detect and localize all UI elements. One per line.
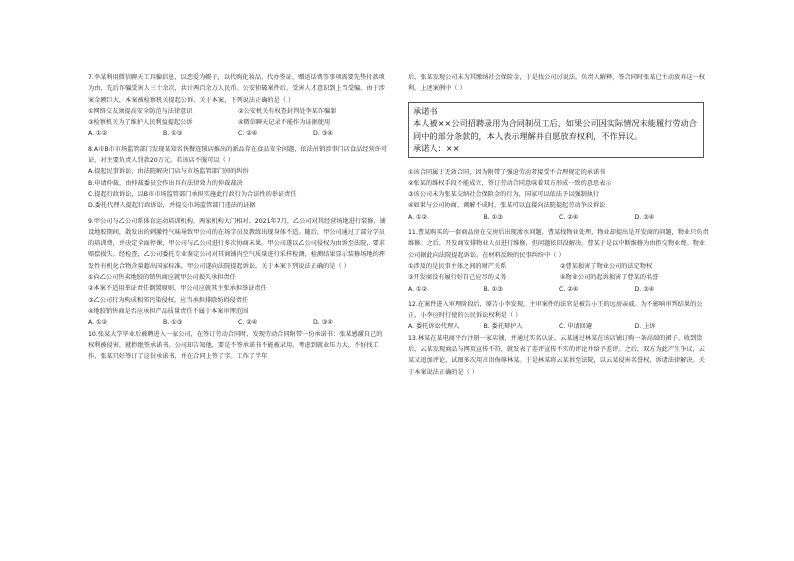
commitment-letter-title: 承诺书: [413, 105, 438, 116]
q7-item-1: ①网络交友须提高安全防范与法律意识: [88, 107, 193, 115]
q8-option-d[interactable]: D.委托代理人提起行政诉讼，并提交市场监管部门违法的证据: [88, 202, 256, 210]
q10-option-a[interactable]: A. ①②: [408, 213, 428, 221]
q7-item-2: ②公安机关有权查封判处李某诈骗罪: [238, 107, 337, 115]
q12-option-d[interactable]: D. 上诉: [634, 323, 656, 331]
q7-item-3: ③检察机关为了维护人民利益提起公诉: [88, 119, 193, 127]
q12-stem: 12.在案件进入审理阶段后，原告小李发现，主审案件的法官是被告小王的远房亲戚。为不影响审判结果的公正，小李应时行使的公民诉讼权利是（ ）: [408, 300, 703, 320]
q9-option-c[interactable]: C. ②④: [238, 319, 258, 327]
q11-stem: 11.曹某购买的一套商品房在交房后出现渗水问题，曹某找物业处理，物业却提出是开发商的问题，物业只负责维修。之后，开发商安排物业人员进行维修，但问题依旧没解决。曹某于是以中断维修为由拒交物业费。物业公司据此向法院提起诉讼。在材料反映的民事纠纷中（ ）: [408, 229, 709, 259]
q8-option-c[interactable]: C.提起行政诉讼，以B市市场监管部门承担实施此行政行为合法性的举证责任: [88, 190, 297, 198]
q11-option-a[interactable]: A. ①②: [408, 285, 428, 293]
q9-item-4: ④地胶销售商是否应承担产品质量责任不属于本案审理范围: [88, 307, 249, 315]
q8-stem: 8.A市B市市场监管部门发现某知名快餐连锁店推出的新品存在食品安全问题，依法吊销涉事门店食品经营许可证，对主要负责人罚款20万元。若该店不服可以（ ）: [88, 145, 388, 165]
q10-option-b[interactable]: B. ①③: [483, 213, 503, 221]
q10-stem: 10.张某大学毕业后被聘进入一家公司，在签订劳动合同时，发现劳动合同附带一份承诺书：张某感激自己的权利被侵害，就拒绝签承诺书。公司却告知他，要是不签承诺书不能被录用。考虑到就业压力大，不好找工作，张某只好签订了这份承诺书，并在合同上签了字。工作了半年: [88, 330, 383, 361]
commitment-letter-box: [408, 102, 704, 158]
q10-item-3: ③该公司未为张某交纳社会保险金的行为，国家可以依法予以强制执行: [408, 191, 600, 199]
q9-stem: 9.甲公司与乙公司系体育运动培训机构，两家机构大门相对。2021年7月，乙公司对其经营场地进行装修，铺设地胶期间，散发出的刺激性气味导致甲公司的在场学员及教练出现身体不适。随后，甲公司通过了部分学员的培训费，并决定全面停课，甲公司与乙公司进行多次协商未果。甲公司遂以乙公司侵权为由诉至法院，要求赔偿损失。经检查，乙公司委托专业鉴定公司对其商铺内空气质量进行采样检测，检测结果显示装修场地的挥发性有机化合物含量超出国家标准。甲公司遂向法院提起诉讼。关于本案下列说法正确的是（ ）: [88, 217, 386, 270]
q10-item-4: ④如果与公司协商、调解不成时，张某可以直接向法院提起劳动争议诉讼: [408, 202, 606, 210]
q7-stem: 7.李某利用微信聊天工具骗信息，以恋爱为幌子，以代购化妆品、代办签证、赠送话费等事项需要先垫付款项为由，先后诈骗受害人三十余次，共计两百余万人民币。公安侦破案件后，受害人才意识到上当受骗。由于涉案金额巨大，本案被检察机关提起公诉。关于本案，下列说法正确的是（ ）: [88, 74, 385, 104]
q11-option-d[interactable]: D. ③④: [634, 285, 655, 293]
q9-option-b[interactable]: B. ①③: [163, 319, 183, 327]
q12-option-a[interactable]: A. 委托诉讼代理人: [408, 323, 460, 331]
q13-stem: 13.林某在某电商平台注册一家店铺，并通过实名认证。云某通过林某在该店铺订购一条高端的裙子。收到货后，云某发现商品与网页宣传不符，就发表了差评宣传不实的评论并给予差评。之后，双方为此产生争议，云某又追加评论，试图多次用言语侮辱林某。于是林某将云某诉至法院，以云某侵害名誉权，诉诸法律解决。关于本案说法正确的是（ ）: [408, 334, 705, 376]
q10-option-d[interactable]: D. ③④: [634, 213, 655, 221]
q9-option-a[interactable]: A. ①②: [88, 319, 108, 327]
q7-option-a[interactable]: A. ①②: [88, 130, 108, 138]
q11-option-c[interactable]: C. ②④: [559, 285, 579, 293]
q11-item-2: ②曹某损害了物业公司的法定物权: [560, 262, 653, 270]
q10-stem-continued: 后，张某发现公司未为其缴纳社会保险金，于是找公司讨说法。负责人解释，签合同时张某已主动放弃这一权利。上述案例中（ ）: [408, 74, 705, 93]
q7-item-4: ④微信聊天记录不能作为证据使用: [238, 119, 331, 127]
commitment-letter-signer: 承诺人：××: [413, 143, 460, 154]
q12-options: [408, 321, 710, 332]
right-column: [408, 72, 710, 378]
q10-options: [408, 212, 710, 223]
q12-option-b[interactable]: B. 委托辩护人: [483, 323, 523, 331]
q7-options: [88, 128, 388, 139]
q11-item-4: ④物业公司的起诉损害了曹某的名誉: [560, 274, 659, 282]
q12-option-c[interactable]: C. 申请回避: [559, 323, 593, 331]
q9-options: [88, 317, 388, 328]
q7-option-d[interactable]: D. ③④: [313, 130, 333, 138]
q10-item-2: ②张某的维权手段不能成立，签订劳动合同意味着双方形成一致的意思表示: [408, 179, 612, 187]
q9-option-d[interactable]: D. ③④: [313, 319, 333, 327]
q11-option-b[interactable]: B. ①③: [483, 285, 503, 293]
commitment-letter-body: 本人被××公司招聘录用为合同制员工后，如果公司因实际情况未能履行劳动合同中的部分条款的，本人表示理解并自愿放弃权利，不作异议。: [413, 118, 697, 141]
q7-option-c[interactable]: C. ②④: [238, 130, 258, 138]
q10-item-1: ①该合同属于无效合同，因为附带了强迫劳动者接受不合理规定的承诺书: [408, 168, 606, 176]
q8-option-b[interactable]: B.申请仲裁，由仲裁委员会作出具有法律效力的仲裁裁决: [88, 179, 243, 187]
q8-option-a[interactable]: A.提起民事诉讼，由法院解决门店与市场监管部门间的纠纷: [88, 168, 249, 176]
q11-options: [408, 284, 710, 295]
q9-item-1: ①向乙公司售卖地胶的销售商应就甲公司损失承担责任: [88, 274, 236, 282]
q9-item-2: ②本案不适用举证责任倒置原则，甲公司应就其主张承担举证责任: [88, 285, 267, 293]
q7-option-b[interactable]: B. ①③: [163, 130, 183, 138]
q11-item-3: ③开发商没有履行好自己应尽的义务: [408, 274, 507, 282]
q11-item-1: ①涉及的是民事主体之间的财产关系: [408, 262, 507, 270]
left-column: [88, 72, 388, 362]
q9-item-3: ③乙公司行为构成相邻污染侵权，应当承担排除妨碍侵责任: [88, 296, 249, 304]
q10-option-c[interactable]: C. ②④: [559, 213, 579, 221]
